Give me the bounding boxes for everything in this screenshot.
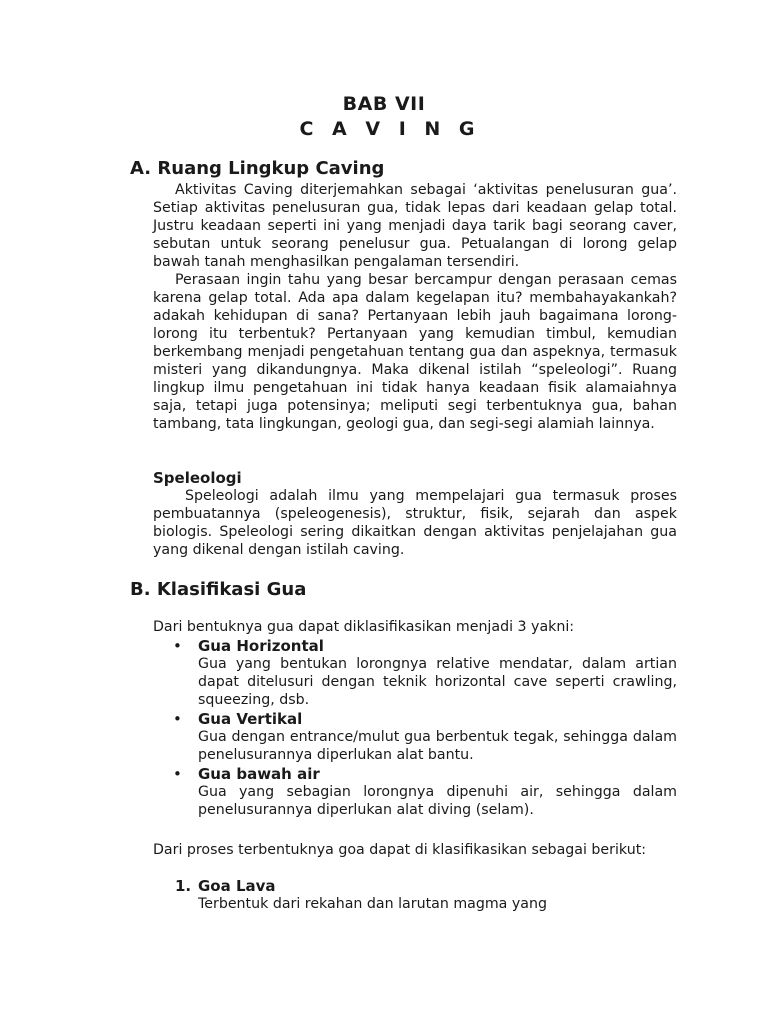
bullet-mark: • [173,765,182,783]
list-item-title: Gua Vertikal [198,710,303,728]
section-b-intro-2 [153,841,677,859]
section-b-intro [153,618,677,636]
section-b-title: Klasifikasi Gua [156,579,307,600]
section-a-letter: A. [130,158,152,179]
list-item-description: Gua yang sebagian lorongnya dipenuhi air, sehingga dalam penelusurannya diperlukan alat diving (selam). [198,784,677,818]
list-item-title: Gua bawah air [198,765,320,783]
chapter-number: BAB VII [342,93,426,115]
list-item [153,877,677,913]
paragraph-curiosity: Perasaan ingin tahu yang besar bercampur dengan perasaan cemas karena gelap total. Ada apa dalam kegelapan itu? membahayakankah? adakah kehidupan di sana? Pertanyaan lebih jauh bagaimana lorong-lorong itu terbentuk? Pertanyaan yang kemudian timbul, kemudian berkembang menjadi pengetahuan tentang gua dan aspeknya, termasuk misteri yang dikandungnya. Maka dikenal istilah “speleologi”. Ruang lingkup ilmu pengetahuan ini tidak hanya keadaan fisik alamaiahnya saja, tetapi juga potensinya; meliputi segi terbentuknya gua, bahan tambang, tata lingkungan, geologi gua, dan segi-segi alamiah lainnya. [153,272,677,432]
list-item [153,710,677,764]
section-b-letter: B. [130,579,151,600]
bullet-mark: • [173,710,182,728]
cave-shape-list [153,637,677,820]
list-item-description: Gua dengan entrance/mulut gua berbentuk tegak, sehingga dalam penelusurannya diperlukan alat bantu. [198,729,677,763]
section-a-heading [130,158,384,179]
classification-intro-process: Dari proses terbentuknya goa dapat di klasifikasikan sebagai berikut: [153,842,647,858]
list-item [153,637,677,709]
list-item-description: Gua yang bentukan lorongnya relative mendatar, dalam artian dapat ditelusuri dengan teknik horizontal cave seperti crawling, squeezing, dsb. [198,656,677,708]
list-item-title: Goa Lava [198,877,276,895]
list-item-description: Terbentuk dari rekahan dan larutan magma yang [198,896,547,912]
speleologi-block [153,469,677,559]
speleologi-subheading: Speleologi [153,469,242,487]
list-item [153,765,677,819]
section-a-title: Ruang Lingkup Caving [157,158,385,179]
bullet-mark: • [173,637,182,655]
list-item-title: Gua Horizontal [198,637,324,655]
paragraph-caving-definition: Aktivitas Caving diterjemahkan sebagai ‘aktivitas penelusuran gua’. Setiap aktivitas penelusuran gua, tidak lepas dari keadaan gelap total. Justru keadaan seperti ini yang menjadi daya tarik bagi seorang caver, sebutan untuk seorang penelusur gua. Petualangan di lorong gelap bawah tanah menghasilkan pengalaman tersendiri. [153,182,677,270]
cave-process-list [153,877,677,914]
classification-intro-shape: Dari bentuknya gua dapat diklasifikasikan menjadi 3 yakni: [153,619,575,635]
section-b-heading [130,579,306,600]
paragraph-speleologi: Speleologi adalah ilmu yang mempelajari gua termasuk proses pembuatannya (speleogenesis), struktur, fisik, sejarah dan aspek biologis. Speleologi sering dikaitkan dengan aktivitas penjelajahan gua yang dikenal dengan istilah caving. [153,488,677,558]
list-number: 1. [175,877,192,895]
section-a-body [153,181,677,433]
chapter-title: C A V I N G [299,118,481,140]
